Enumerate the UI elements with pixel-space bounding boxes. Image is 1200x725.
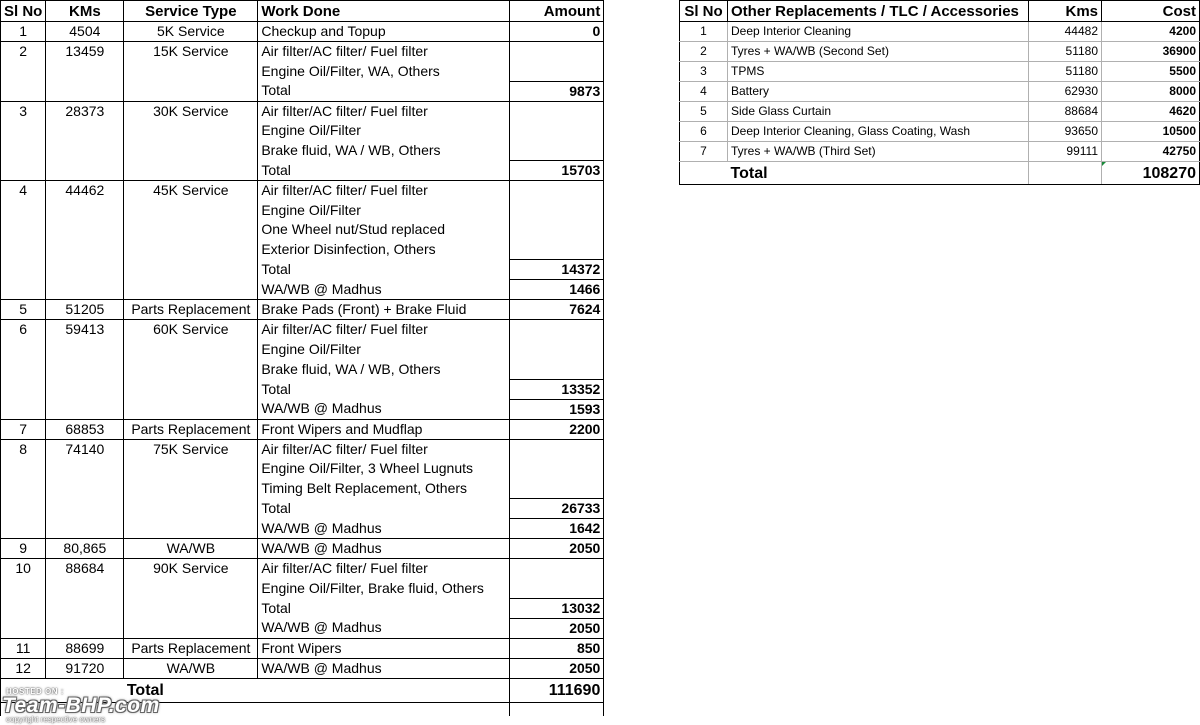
- amount-cell: [510, 61, 604, 81]
- table-row: [1, 61, 604, 81]
- work-done-cell: Total: [258, 160, 510, 180]
- table-row: [1, 280, 604, 300]
- kms-cell: 88684: [46, 558, 124, 578]
- work-done-cell: Engine Oil/Filter: [258, 121, 510, 141]
- service-type-cell: WA/WB: [124, 538, 258, 558]
- amount-cell: [510, 479, 604, 499]
- service-type-cell: [124, 399, 258, 419]
- table-row: [680, 102, 1200, 122]
- work-done-cell: Engine Oil/Filter, Brake fluid, Others: [258, 578, 510, 598]
- item-cell: Deep Interior Cleaning: [728, 22, 1029, 42]
- amount-cell: 2050: [510, 618, 604, 638]
- kms-cell: [46, 359, 124, 379]
- table-row: [1, 101, 604, 121]
- team-bhp-watermark: [2, 685, 180, 723]
- sl-no-cell: [1, 498, 46, 518]
- sl-no-cell: 8: [1, 439, 46, 459]
- table-row: [680, 42, 1200, 62]
- kms-cell: 4504: [46, 22, 124, 42]
- amount-cell: 1466: [510, 280, 604, 300]
- amount-cell: [510, 101, 604, 121]
- header-sl-no: Sl No: [1, 1, 46, 22]
- service-type-cell: 30K Service: [124, 101, 258, 121]
- work-done-cell: Engine Oil/Filter: [258, 339, 510, 359]
- sl-no-cell: [1, 220, 46, 240]
- kms-cell: [46, 220, 124, 240]
- header-sl-no: Sl No: [680, 1, 728, 22]
- amount-cell: [510, 200, 604, 220]
- table-row: [1, 399, 604, 419]
- service-type-cell: [124, 160, 258, 180]
- kms-cell: [46, 121, 124, 141]
- sl-no-cell: 6: [1, 320, 46, 340]
- work-done-cell: Engine Oil/Filter, WA, Others: [258, 61, 510, 81]
- amount-cell: [510, 42, 604, 62]
- kms-cell: [46, 578, 124, 598]
- header-service-type: Service Type: [124, 1, 258, 22]
- sl-no-cell: [1, 141, 46, 161]
- amount-cell: 14372: [510, 260, 604, 280]
- kms-cell: [46, 598, 124, 618]
- total-label: Total: [728, 162, 1029, 185]
- service-type-cell: [124, 260, 258, 280]
- amount-cell: 850: [510, 638, 604, 658]
- table-row: [1, 240, 604, 260]
- kms-cell: [46, 518, 124, 538]
- table-row: [1, 479, 604, 499]
- amount-cell: [510, 141, 604, 161]
- replacements-total-row: [680, 162, 1200, 185]
- kms-cell: [46, 498, 124, 518]
- service-type-cell: [124, 578, 258, 598]
- table-row: [1, 638, 604, 658]
- table-row: [1, 141, 604, 161]
- sl-no-cell: 1: [1, 22, 46, 42]
- table-row: [1, 81, 604, 101]
- cost-cell: 4200: [1102, 22, 1200, 42]
- sl-no-cell: 4: [680, 82, 728, 102]
- service-type-cell: [124, 518, 258, 538]
- kms-cell: [46, 618, 124, 638]
- kms-cell: 88684: [1029, 102, 1102, 122]
- cost-cell: 36900: [1102, 42, 1200, 62]
- cell-marker-icon: [1102, 162, 1107, 167]
- table-row: [1, 658, 604, 678]
- table-row: [1, 320, 604, 340]
- header-item: Other Replacements / TLC / Accessories: [728, 1, 1029, 22]
- kms-cell: 51205: [46, 300, 124, 320]
- sl-no-cell: [1, 598, 46, 618]
- service-type-cell: [124, 61, 258, 81]
- team-bhp-logo: Team-BHP.com: [2, 694, 160, 717]
- service-type-cell: [124, 379, 258, 399]
- watermark-copyright-text: copyright respective owners: [6, 715, 106, 724]
- sl-no-cell: [1, 379, 46, 399]
- table-row: [1, 42, 604, 62]
- work-done-cell: Exterior Disinfection, Others: [258, 240, 510, 260]
- service-type-cell: 15K Service: [124, 42, 258, 62]
- table-row: [1, 121, 604, 141]
- kms-cell: 99111: [1029, 142, 1102, 162]
- service-type-cell: [124, 339, 258, 359]
- table-row: [1, 518, 604, 538]
- kms-cell: 28373: [46, 101, 124, 121]
- item-cell: Tyres + WA/WB (Third Set): [728, 142, 1029, 162]
- work-done-cell: Front Wipers and Mudflap: [258, 419, 510, 439]
- sl-no-cell: 3: [680, 62, 728, 82]
- service-type-cell: 75K Service: [124, 439, 258, 459]
- sl-no-cell: 6: [680, 122, 728, 142]
- kms-cell: 51180: [1029, 62, 1102, 82]
- work-done-cell: WA/WB @ Madhus: [258, 399, 510, 419]
- sl-no-cell: [1, 81, 46, 101]
- sl-no-cell: 12: [1, 658, 46, 678]
- total-blank-cell: [1029, 162, 1102, 185]
- service-type-cell: Parts Replacement: [124, 300, 258, 320]
- amount-cell: [510, 220, 604, 240]
- sl-no-cell: [1, 160, 46, 180]
- service-table-header-row: [1, 1, 604, 22]
- header-work-done: Work Done: [258, 1, 510, 22]
- table-row: [1, 419, 604, 439]
- table-row: [1, 578, 604, 598]
- kms-cell: [46, 61, 124, 81]
- service-type-cell: [124, 121, 258, 141]
- amount-cell: 2050: [510, 538, 604, 558]
- sl-no-cell: [1, 518, 46, 538]
- sl-no-cell: 5: [680, 102, 728, 122]
- cost-cell: 4620: [1102, 102, 1200, 122]
- table-row: [1, 538, 604, 558]
- kms-cell: [46, 200, 124, 220]
- kms-cell: [46, 141, 124, 161]
- header-kms: Kms: [1029, 1, 1102, 22]
- service-type-cell: [124, 200, 258, 220]
- table-row: [1, 379, 604, 399]
- service-type-cell: [124, 459, 258, 479]
- work-done-cell: WA/WB @ Madhus: [258, 538, 510, 558]
- table-row: [1, 180, 604, 200]
- sl-no-cell: [1, 121, 46, 141]
- sl-no-cell: [1, 459, 46, 479]
- total-cost: 108270: [1102, 162, 1200, 185]
- table-row: [680, 82, 1200, 102]
- table-row: [680, 22, 1200, 42]
- amount-cell: [510, 558, 604, 578]
- kms-cell: 13459: [46, 42, 124, 62]
- work-done-cell: WA/WB @ Madhus: [258, 280, 510, 300]
- service-type-cell: WA/WB: [124, 658, 258, 678]
- work-done-cell: Brake fluid, WA / WB, Others: [258, 359, 510, 379]
- service-type-cell: [124, 141, 258, 161]
- amount-cell: 1593: [510, 399, 604, 419]
- table-row: [1, 339, 604, 359]
- replacements-header-row: [680, 1, 1200, 22]
- cost-cell: 42750: [1102, 142, 1200, 162]
- work-done-cell: WA/WB @ Madhus: [258, 618, 510, 638]
- work-done-cell: Brake Pads (Front) + Brake Fluid: [258, 300, 510, 320]
- service-type-cell: [124, 280, 258, 300]
- header-kms: KMs: [46, 1, 124, 22]
- work-done-cell: Air filter/AC filter/ Fuel filter: [258, 558, 510, 578]
- cost-cell: 8000: [1102, 82, 1200, 102]
- sl-no-cell: 4: [1, 180, 46, 200]
- amount-cell: 2200: [510, 419, 604, 439]
- work-done-cell: Total: [258, 598, 510, 618]
- item-cell: Tyres + WA/WB (Second Set): [728, 42, 1029, 62]
- service-type-cell: [124, 618, 258, 638]
- work-done-cell: Engine Oil/Filter, 3 Wheel Lugnuts: [258, 459, 510, 479]
- work-done-cell: Air filter/AC filter/ Fuel filter: [258, 42, 510, 62]
- amount-cell: 0: [510, 22, 604, 42]
- amount-cell: [510, 240, 604, 260]
- work-done-cell: Front Wipers: [258, 638, 510, 658]
- work-done-cell: Engine Oil/Filter: [258, 200, 510, 220]
- table-row: [1, 300, 604, 320]
- watermark-hosted-text: HOSTED ON :: [6, 687, 64, 696]
- kms-cell: 68853: [46, 419, 124, 439]
- kms-cell: [46, 479, 124, 499]
- kms-cell: 44462: [46, 180, 124, 200]
- replacements-table: [679, 0, 1200, 185]
- amount-cell: 26733: [510, 498, 604, 518]
- table-row: [1, 498, 604, 518]
- sl-no-cell: 3: [1, 101, 46, 121]
- kms-cell: 93650: [1029, 122, 1102, 142]
- kms-cell: [46, 260, 124, 280]
- service-type-cell: Parts Replacement: [124, 638, 258, 658]
- service-type-cell: 60K Service: [124, 320, 258, 340]
- kms-cell: [46, 81, 124, 101]
- service-type-cell: 90K Service: [124, 558, 258, 578]
- work-done-cell: Brake fluid, WA / WB, Others: [258, 141, 510, 161]
- total-blank-cell: [258, 678, 510, 702]
- amount-cell: [510, 439, 604, 459]
- amount-cell: 2050: [510, 658, 604, 678]
- amount-cell: [510, 180, 604, 200]
- work-done-cell: Total: [258, 379, 510, 399]
- work-done-cell: WA/WB @ Madhus: [258, 518, 510, 538]
- kms-cell: [46, 160, 124, 180]
- work-done-cell: Air filter/AC filter/ Fuel filter: [258, 180, 510, 200]
- sl-no-cell: 2: [680, 42, 728, 62]
- table-row: [1, 260, 604, 280]
- kms-cell: 91720: [46, 658, 124, 678]
- work-done-cell: One Wheel nut/Stud replaced: [258, 220, 510, 240]
- sl-no-cell: [1, 618, 46, 638]
- total-amount: 111690: [510, 678, 604, 702]
- kms-cell: 51180: [1029, 42, 1102, 62]
- item-cell: Deep Interior Cleaning, Glass Coating, Wash: [728, 122, 1029, 142]
- kms-cell: 80,865: [46, 538, 124, 558]
- header-cost: Cost: [1102, 1, 1200, 22]
- kms-cell: [46, 399, 124, 419]
- kms-cell: [46, 459, 124, 479]
- amount-cell: 9873: [510, 81, 604, 101]
- kms-cell: 74140: [46, 439, 124, 459]
- work-done-cell: Total: [258, 498, 510, 518]
- filler-cell: [510, 702, 604, 716]
- table-row: [1, 618, 604, 638]
- sl-no-cell: [1, 339, 46, 359]
- service-type-cell: [124, 479, 258, 499]
- kms-cell: [46, 280, 124, 300]
- table-row: [1, 439, 604, 459]
- kms-cell: [46, 379, 124, 399]
- service-type-cell: [124, 498, 258, 518]
- amount-cell: [510, 578, 604, 598]
- kms-cell: 59413: [46, 320, 124, 340]
- table-row: [1, 22, 604, 42]
- service-history-table: [0, 0, 604, 716]
- cost-cell: 5500: [1102, 62, 1200, 82]
- work-done-cell: Total: [258, 260, 510, 280]
- replacements-table-body: [680, 22, 1200, 185]
- table-row: [1, 459, 604, 479]
- sl-no-cell: [1, 200, 46, 220]
- sl-no-cell: [1, 399, 46, 419]
- sl-no-cell: [1, 61, 46, 81]
- item-cell: Battery: [728, 82, 1029, 102]
- service-type-cell: [124, 220, 258, 240]
- sl-no-cell: 9: [1, 538, 46, 558]
- table-row: [1, 160, 604, 180]
- sl-no-cell: 1: [680, 22, 728, 42]
- kms-cell: 44482: [1029, 22, 1102, 42]
- service-type-cell: [124, 81, 258, 101]
- amount-cell: [510, 121, 604, 141]
- service-type-cell: Parts Replacement: [124, 419, 258, 439]
- table-row: [680, 62, 1200, 82]
- amount-cell: 13032: [510, 598, 604, 618]
- sl-no-cell: 11: [1, 638, 46, 658]
- amount-cell: 15703: [510, 160, 604, 180]
- table-row: [680, 142, 1200, 162]
- cost-cell: 10500: [1102, 122, 1200, 142]
- table-row: [680, 122, 1200, 142]
- service-type-cell: [124, 240, 258, 260]
- work-done-cell: Checkup and Topup: [258, 22, 510, 42]
- sl-no-cell: 7: [1, 419, 46, 439]
- amount-cell: 7624: [510, 300, 604, 320]
- sl-no-cell: [1, 479, 46, 499]
- work-done-cell: Air filter/AC filter/ Fuel filter: [258, 101, 510, 121]
- item-cell: TPMS: [728, 62, 1029, 82]
- sl-no-cell: [1, 359, 46, 379]
- sl-no-cell: 2: [1, 42, 46, 62]
- work-done-cell: Air filter/AC filter/ Fuel filter: [258, 320, 510, 340]
- sl-no-cell: [1, 240, 46, 260]
- item-cell: Side Glass Curtain: [728, 102, 1029, 122]
- header-amount: Amount: [510, 1, 604, 22]
- service-type-cell: [124, 359, 258, 379]
- amount-cell: [510, 320, 604, 340]
- total-blank-cell: [680, 162, 728, 185]
- work-done-cell: Total: [258, 81, 510, 101]
- service-type-cell: [124, 598, 258, 618]
- table-row: [1, 220, 604, 240]
- table-row: [1, 359, 604, 379]
- kms-cell: [46, 240, 124, 260]
- sl-no-cell: [1, 260, 46, 280]
- service-table-body: [1, 22, 604, 717]
- sl-no-cell: 5: [1, 300, 46, 320]
- work-done-cell: Timing Belt Replacement, Others: [258, 479, 510, 499]
- work-done-cell: Air filter/AC filter/ Fuel filter: [258, 439, 510, 459]
- filler-cell: [258, 702, 510, 716]
- table-row: [1, 598, 604, 618]
- sl-no-cell: 7: [680, 142, 728, 162]
- amount-cell: 1642: [510, 518, 604, 538]
- work-done-cell: WA/WB @ Madhus: [258, 658, 510, 678]
- sl-no-cell: [1, 578, 46, 598]
- kms-cell: 88699: [46, 638, 124, 658]
- amount-cell: [510, 339, 604, 359]
- amount-cell: [510, 359, 604, 379]
- service-type-cell: 5K Service: [124, 22, 258, 42]
- amount-cell: 13352: [510, 379, 604, 399]
- kms-cell: [46, 339, 124, 359]
- amount-cell: [510, 459, 604, 479]
- sl-no-cell: 10: [1, 558, 46, 578]
- kms-cell: 62930: [1029, 82, 1102, 102]
- table-row: [1, 558, 604, 578]
- sl-no-cell: [1, 280, 46, 300]
- table-row: [1, 200, 604, 220]
- total-label: Total: [124, 678, 258, 702]
- service-type-cell: 45K Service: [124, 180, 258, 200]
